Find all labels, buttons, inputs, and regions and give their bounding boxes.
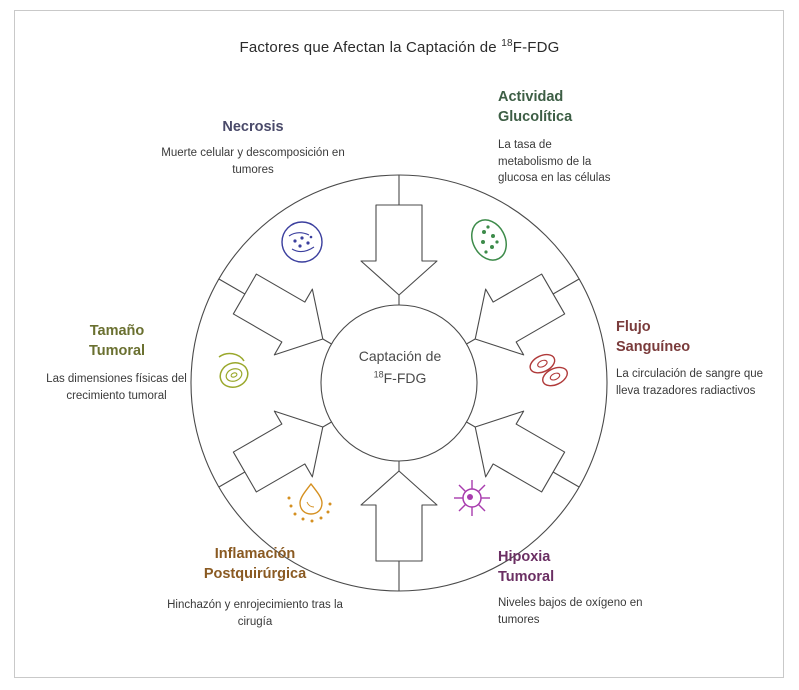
segment-label-actividad-glucolitica-line2: Glucolítica <box>498 108 573 125</box>
segment-description-tamano-tumoral: Las dimensiones físicas del crecimiento tumoral <box>46 373 187 402</box>
segment-label-flujo-sanguineo-line1: Flujo <box>616 319 651 335</box>
segment-description-inflamacion-postquirurgica: Hinchazón y enrojecimiento tras la cirugía <box>167 599 343 628</box>
arrow-bottom <box>361 471 437 561</box>
segment-label-tamano-tumoral-line1: Tamaño <box>89 323 145 339</box>
segment-description-hipoxia-tumoral: Niveles bajos de oxígeno en tumores <box>498 597 643 626</box>
segment-label-inflamacion-postquirurgica-line1: Inflamación <box>214 546 296 562</box>
segment-label-necrosis <box>158 118 348 138</box>
arrow-lower-left <box>226 394 342 505</box>
page-title-isotope: 18 <box>501 38 513 49</box>
inflammation-droplet-icon <box>288 484 332 523</box>
center-label <box>320 345 480 390</box>
segment-label-actividad-glucolitica <box>498 88 648 127</box>
segment-label-inflamacion-postquirurgica <box>150 545 360 584</box>
segment-label-flujo-sanguineo <box>616 318 776 357</box>
segment-label-inflamacion-postquirurgica-line2: Postquirúrgica <box>203 565 307 582</box>
red-blood-cells-icon <box>527 351 570 389</box>
segment-label-tamano-tumoral <box>42 322 192 361</box>
segment-label-actividad-glucolitica-line1: Actividad <box>498 89 564 105</box>
arrow-top <box>361 205 437 295</box>
arrow-lower-right <box>456 394 572 505</box>
center-label-suffix: F-FDG <box>383 370 427 387</box>
hypoxic-cell-icon <box>454 480 490 516</box>
segment-label-hipoxia-tumoral-line1: Hipoxia <box>498 549 551 565</box>
segment-description-actividad-glucolitica: La tasa de metabolismo de la glucosa en las células <box>498 139 611 185</box>
cell-mitochondrion-icon <box>465 214 513 266</box>
tumor-mass-icon <box>217 354 252 392</box>
segment-description-necrosis: Muerte celular y descomposición en tumores <box>161 147 345 176</box>
segment-description-flujo-sanguineo: La circulación de sangre que lleva trazadores radiactivos <box>616 368 764 397</box>
page-title-prefix: Factores que Afectan la Captación de <box>239 39 502 56</box>
center-label-line1: Captación de <box>358 348 442 364</box>
segment-label-hipoxia-tumoral <box>498 548 678 587</box>
page-title-suffix: F-FDG <box>512 39 560 56</box>
center-label-line2 <box>320 367 480 389</box>
necrotic-cell-icon <box>282 222 322 262</box>
segment-label-necrosis-line1: Necrosis <box>222 119 284 135</box>
center-label-isotope: 18 <box>373 369 384 380</box>
segment-label-tamano-tumoral-line2: Tumoral <box>88 342 146 359</box>
segment-label-flujo-sanguineo-line2: Sanguíneo <box>616 338 691 355</box>
segment-label-hipoxia-tumoral-line2: Tumoral <box>498 568 555 585</box>
